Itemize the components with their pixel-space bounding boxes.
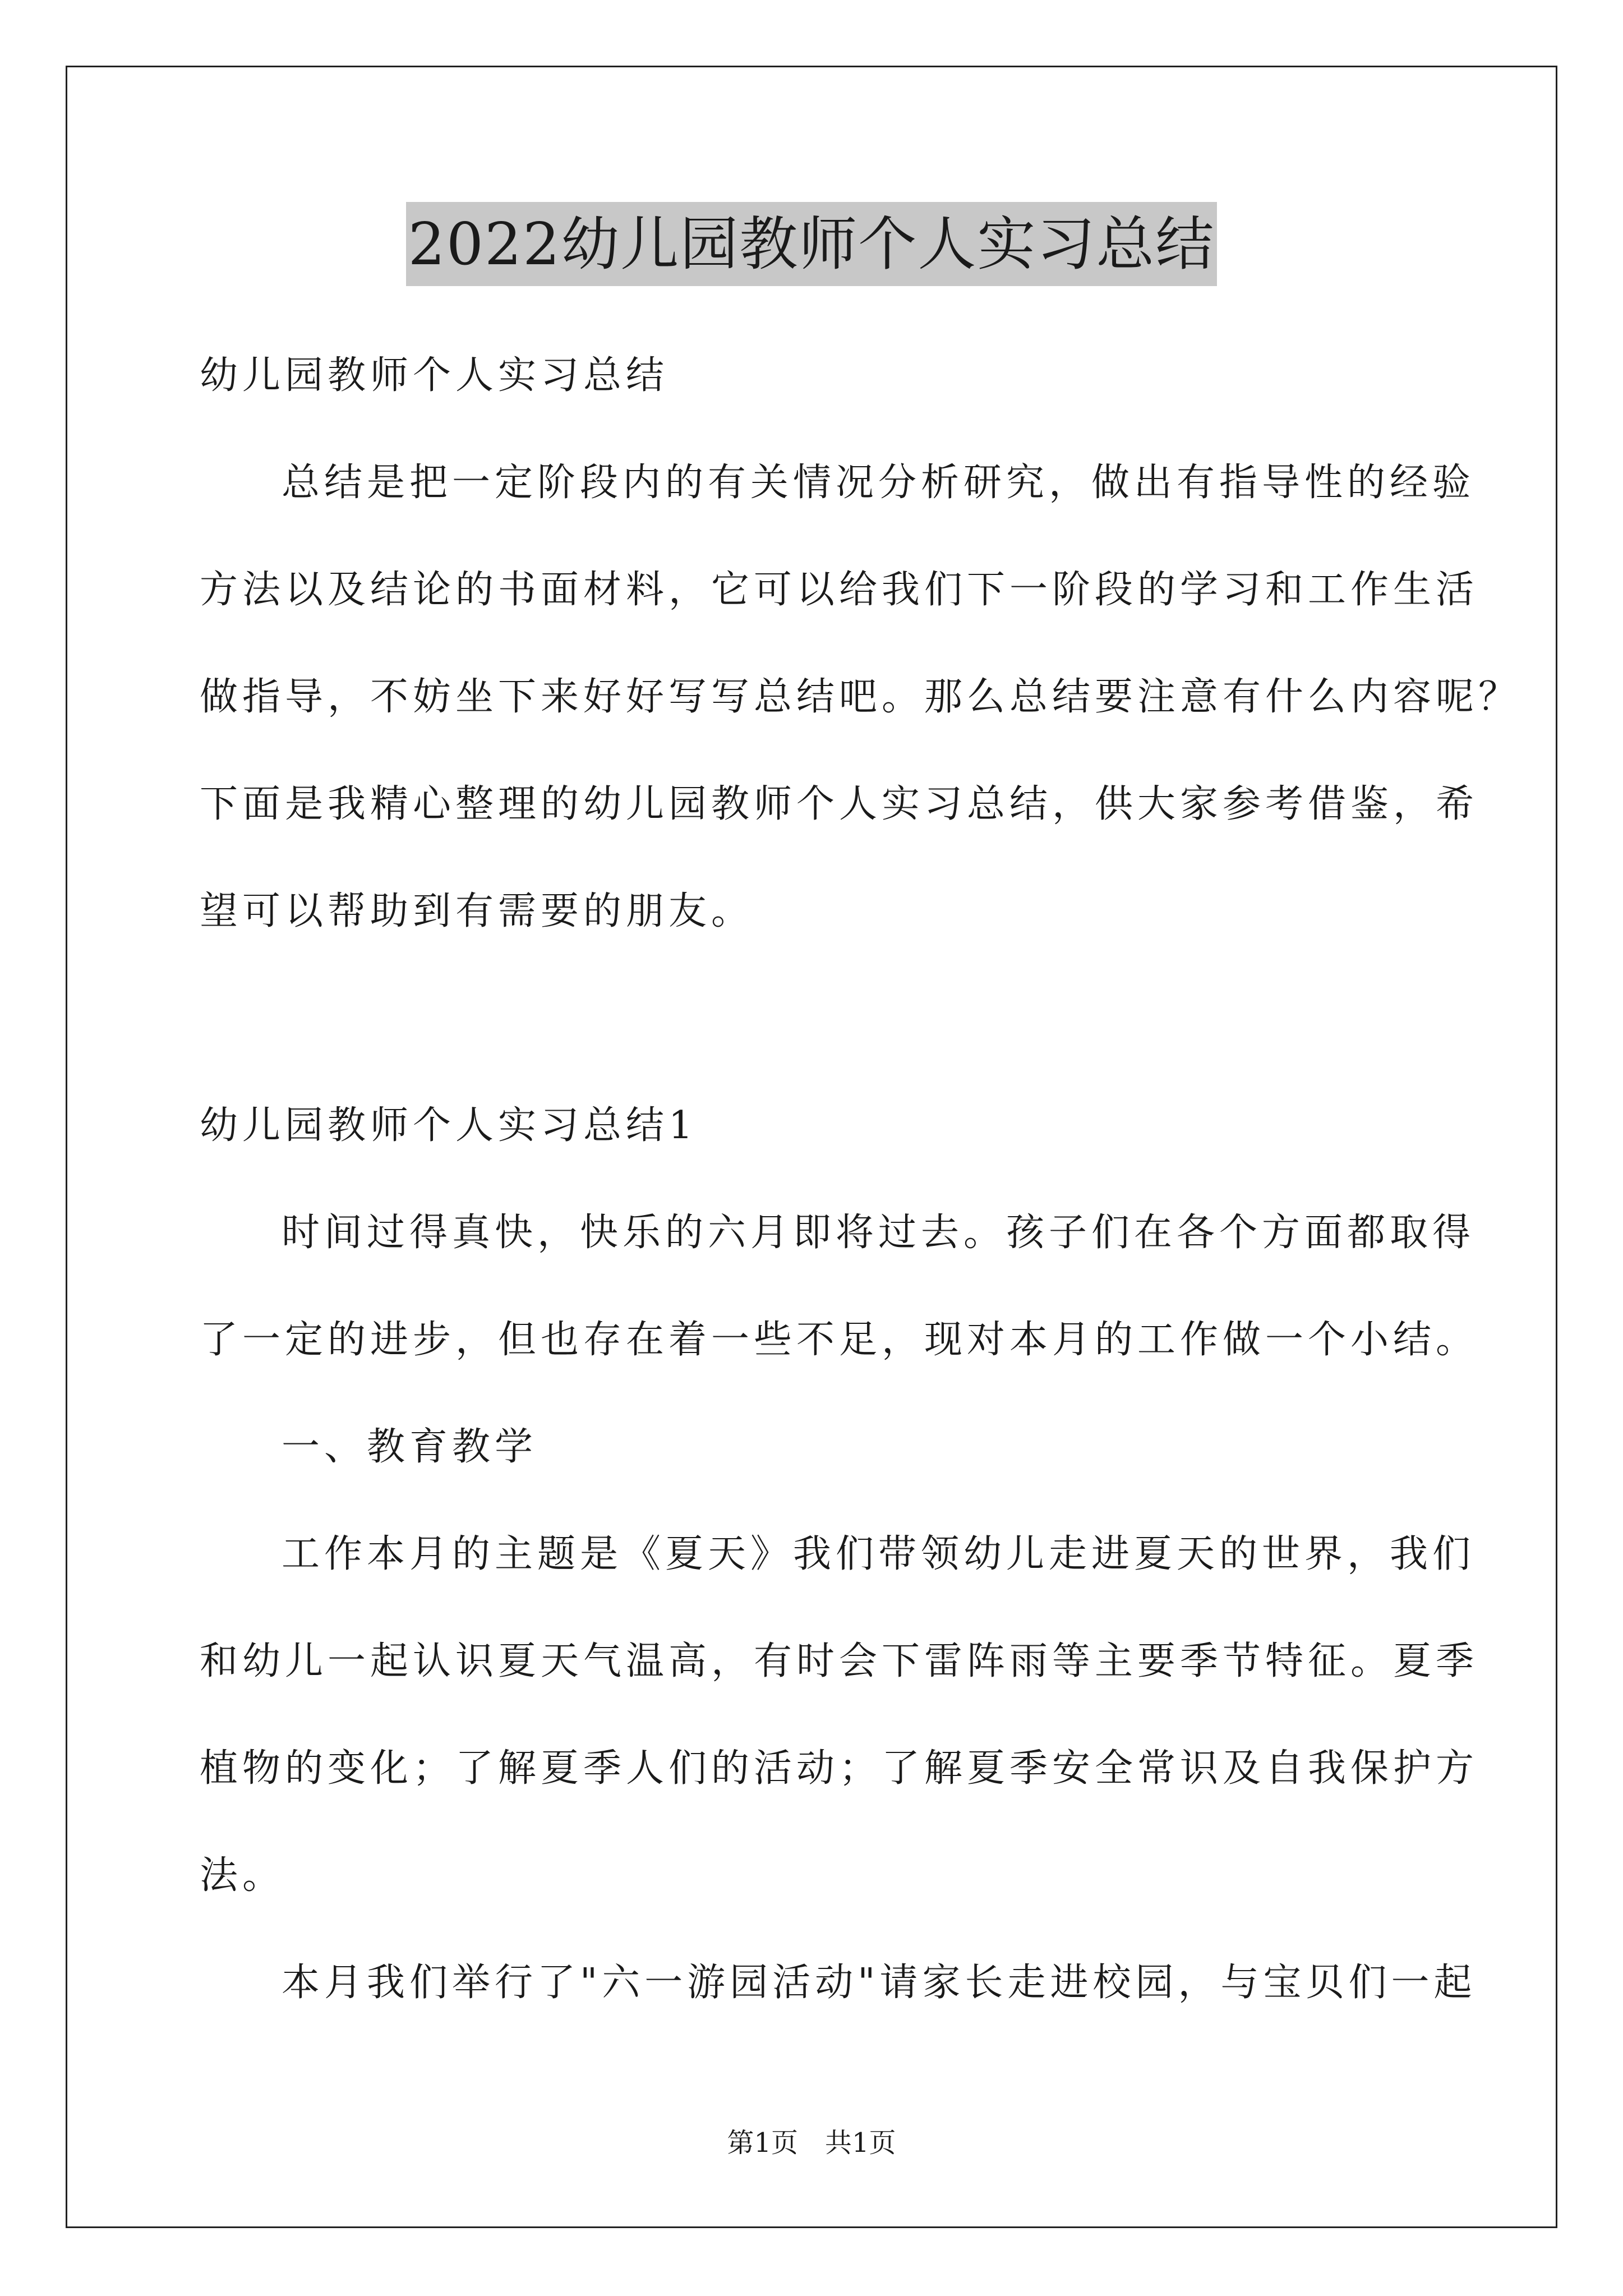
paragraph-line: 总结是把一定阶段内的有关情况分析研究，做出有指导性的经验 [282,461,1476,505]
document-title: 2022幼儿园教师个人实习总结 [406,202,1218,286]
paragraph-line: 下面是我精心整理的幼儿园教师个人实习总结，供大家参考借鉴，希 [200,782,1479,826]
title-container [0,202,1623,286]
page-footer: 第1页 共1页 [727,2127,896,2159]
section-heading: 幼儿园教师个人实习总结1 [200,1103,698,1148]
paragraph-line: 方法以及结论的书面材料，它可以给我们下一阶段的学习和工作生活 [200,568,1479,612]
paragraph-line: 本月我们举行了"六一游园活动"请家长走进校园，与宝贝们一起 [282,1961,1477,2005]
paragraph-line: 做指导，不妨坐下来好好写写总结吧。那么总结要注意有什么内容呢？ [200,675,1521,719]
paragraph-line: 工作本月的主题是《夏天》我们带领幼儿走进夏天的世界，我们 [282,1532,1476,1576]
document-body [200,348,1521,2062]
paragraph-line: 法。 [200,1853,285,1898]
paragraph-line: 和幼儿一起认识夏天气温高，有时会下雷阵雨等主要季节特征。夏季 [200,1639,1479,1683]
paragraph-line: 望可以帮助到有需要的朋友。 [200,889,754,933]
paragraph-line: 植物的变化；了解夏季人们的活动；了解夏季安全常识及自我保护方 [200,1746,1479,1791]
paragraph-line: 了一定的进步，但也存在着一些不足，现对本月的工作做一个小结。 [200,1318,1479,1362]
section-heading: 幼儿园教师个人实习总结 [200,353,669,398]
subsection-heading: 一、教育教学 [282,1425,538,1469]
blank-line [200,991,1433,1098]
paragraph-line: 时间过得真快，快乐的六月即将过去。孩子们在各个方面都取得 [282,1211,1476,1255]
